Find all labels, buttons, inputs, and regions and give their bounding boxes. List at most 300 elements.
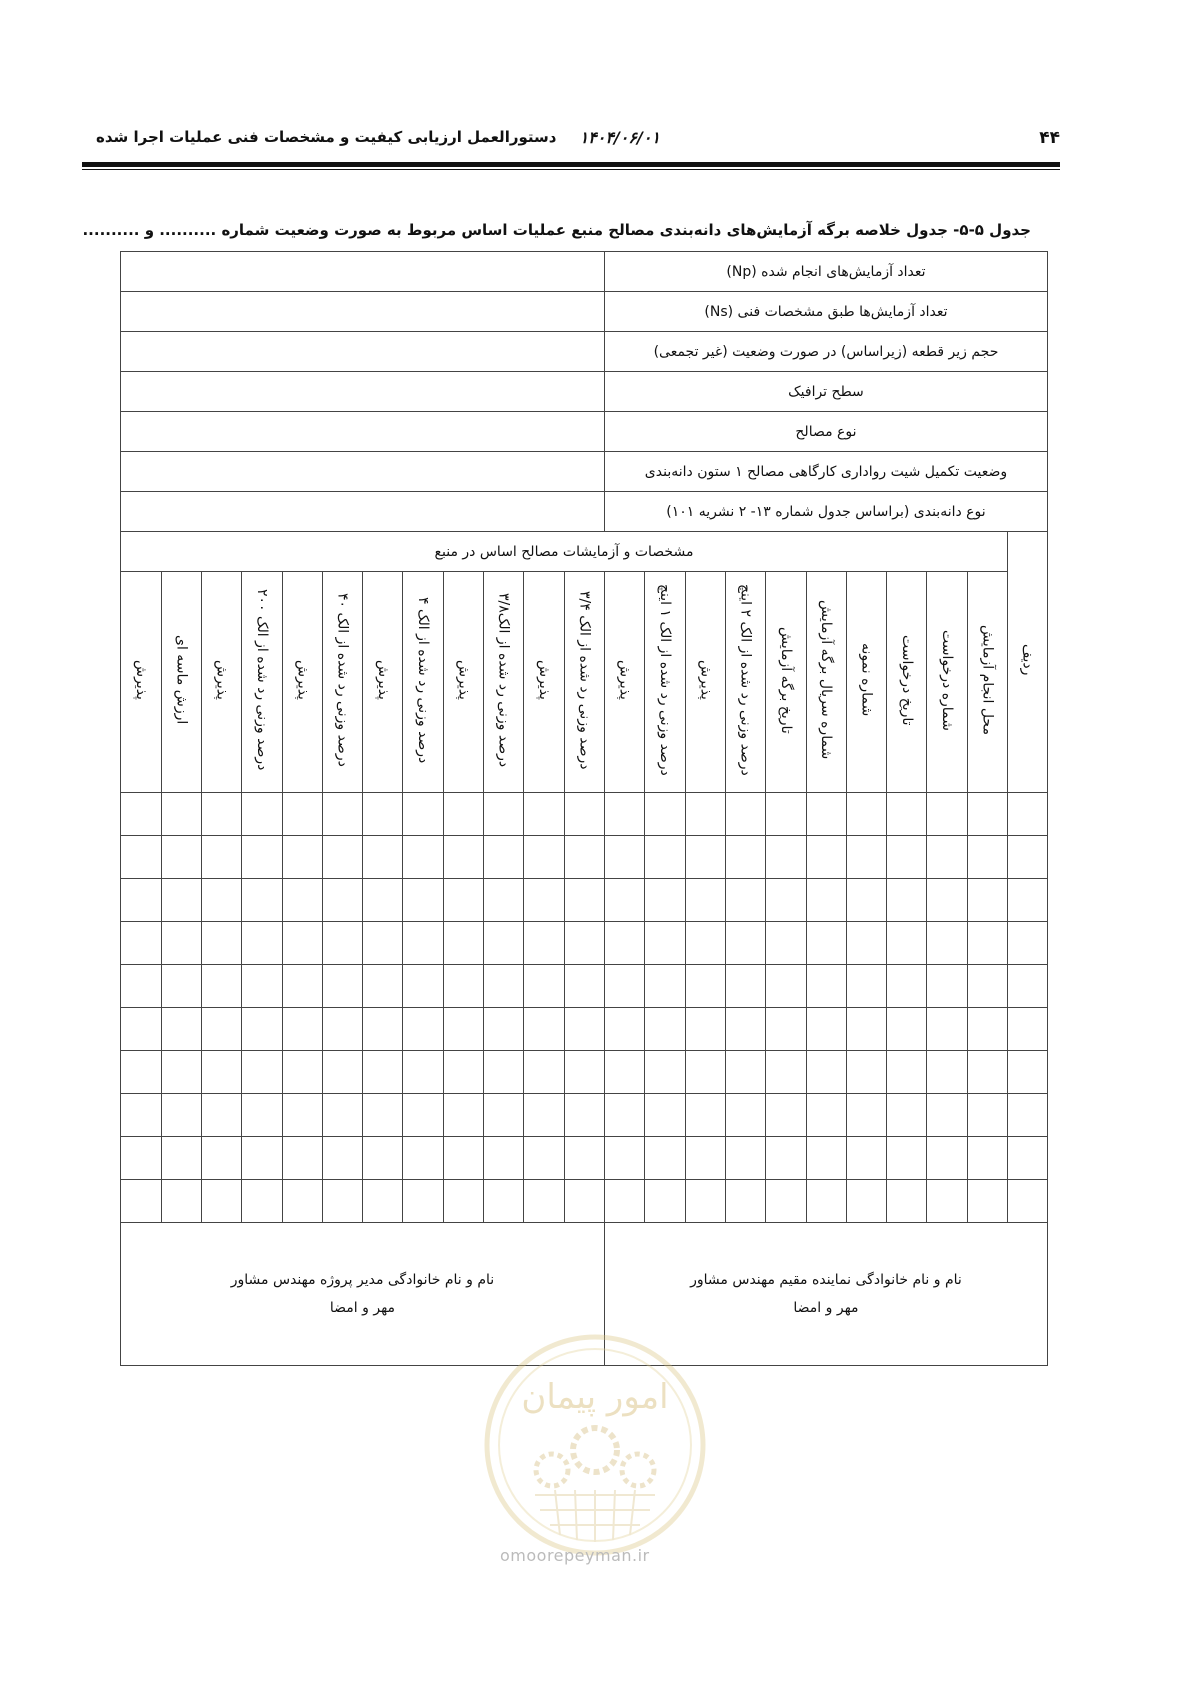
table-cell[interactable] xyxy=(121,1008,162,1051)
table-cell[interactable] xyxy=(564,922,604,965)
table-cell[interactable] xyxy=(846,1008,886,1051)
table-cell[interactable] xyxy=(484,879,524,922)
table-cell[interactable] xyxy=(564,1180,604,1223)
table-cell[interactable] xyxy=(524,879,564,922)
column-header xyxy=(242,572,282,793)
table-cell[interactable] xyxy=(887,922,927,965)
table-cell[interactable] xyxy=(725,879,765,922)
column-header-label: شماره درخواست xyxy=(939,629,956,731)
column-header-label: شماره سریال برگه آزمایش xyxy=(818,600,835,760)
table-cell[interactable] xyxy=(967,1094,1007,1137)
table-cell[interactable] xyxy=(282,879,322,922)
table-cell[interactable] xyxy=(685,836,725,879)
info-row-value[interactable] xyxy=(121,372,605,412)
header-rule-thick xyxy=(82,162,1060,167)
table-cell[interactable] xyxy=(967,1137,1007,1180)
table-row xyxy=(121,836,1048,879)
table-cell[interactable] xyxy=(564,879,604,922)
table-cell[interactable] xyxy=(242,1180,282,1223)
table-cell[interactable] xyxy=(766,1051,806,1094)
table-cell[interactable] xyxy=(604,965,644,1008)
table-cell[interactable] xyxy=(645,1051,685,1094)
table-cell[interactable] xyxy=(403,1180,443,1223)
table-cell[interactable] xyxy=(806,1180,846,1223)
table-cell[interactable] xyxy=(685,793,725,836)
info-row-label: سطح ترافیک xyxy=(604,372,1047,412)
table-cell[interactable] xyxy=(766,1137,806,1180)
table-cell[interactable] xyxy=(685,1137,725,1180)
table-cell[interactable] xyxy=(524,1180,564,1223)
table-cell[interactable] xyxy=(363,1137,403,1180)
table-cell[interactable] xyxy=(645,836,685,879)
table-cell[interactable] xyxy=(1008,836,1048,879)
column-header xyxy=(282,572,322,793)
table-cell[interactable] xyxy=(201,793,241,836)
table-cell[interactable] xyxy=(242,836,282,879)
table-cell[interactable] xyxy=(806,965,846,1008)
table-cell[interactable] xyxy=(806,1008,846,1051)
table-cell[interactable] xyxy=(645,1180,685,1223)
table-cell[interactable] xyxy=(967,965,1007,1008)
column-header-label: پذیرش xyxy=(374,660,391,700)
table-cell[interactable] xyxy=(887,836,927,879)
info-row xyxy=(121,332,1048,372)
column-header-label: پذیرش xyxy=(697,660,714,700)
page-header xyxy=(82,128,1060,150)
table-cell[interactable] xyxy=(725,965,765,1008)
table-cell[interactable] xyxy=(524,922,564,965)
info-row-label: تعداد آزمایش‌ها طبق مشخصات فنی (Ns) xyxy=(604,292,1047,332)
column-header xyxy=(766,572,806,793)
table-cell[interactable] xyxy=(604,879,644,922)
watermark-logo xyxy=(480,1330,710,1560)
table-cell[interactable] xyxy=(121,922,162,965)
table-cell[interactable] xyxy=(242,965,282,1008)
info-row xyxy=(121,252,1048,292)
table-cell[interactable] xyxy=(363,922,403,965)
table-cell[interactable] xyxy=(685,1094,725,1137)
row-number-header xyxy=(1008,532,1048,793)
table-cell[interactable] xyxy=(645,1008,685,1051)
table-cell[interactable] xyxy=(242,1051,282,1094)
table-cell[interactable] xyxy=(1008,1051,1048,1094)
table-cell[interactable] xyxy=(967,1051,1007,1094)
table-cell[interactable] xyxy=(363,879,403,922)
table-cell[interactable] xyxy=(604,1094,644,1137)
table-cell[interactable] xyxy=(121,1094,162,1137)
table-cell[interactable] xyxy=(161,836,201,879)
table-cell[interactable] xyxy=(484,836,524,879)
table-cell[interactable] xyxy=(403,922,443,965)
table-cell[interactable] xyxy=(242,1094,282,1137)
column-header xyxy=(846,572,886,793)
info-row-value[interactable] xyxy=(121,292,605,332)
table-cell[interactable] xyxy=(806,879,846,922)
table-cell[interactable] xyxy=(887,1137,927,1180)
table-cell[interactable] xyxy=(201,1094,241,1137)
table-cell[interactable] xyxy=(322,879,362,922)
table-cell[interactable] xyxy=(1008,1137,1048,1180)
table-cell[interactable] xyxy=(363,1094,403,1137)
table-cell[interactable] xyxy=(484,793,524,836)
table-cell[interactable] xyxy=(927,1180,967,1223)
table-cell[interactable] xyxy=(967,836,1007,879)
table-cell[interactable] xyxy=(685,1180,725,1223)
table-cell[interactable] xyxy=(604,836,644,879)
table-cell[interactable] xyxy=(564,1008,604,1051)
info-row-label: تعداد آزمایش‌های انجام شده (Np) xyxy=(604,252,1047,292)
table-cell[interactable] xyxy=(604,793,644,836)
table-cell[interactable] xyxy=(846,1180,886,1223)
table-cell[interactable] xyxy=(846,879,886,922)
column-header xyxy=(645,572,685,793)
table-cell[interactable] xyxy=(201,879,241,922)
table-cell[interactable] xyxy=(967,879,1007,922)
table-cell[interactable] xyxy=(121,879,162,922)
table-cell[interactable] xyxy=(363,836,403,879)
table-cell[interactable] xyxy=(806,1137,846,1180)
table-cell[interactable] xyxy=(645,1137,685,1180)
table-row xyxy=(121,1094,1048,1137)
table-cell[interactable] xyxy=(564,1137,604,1180)
table-cell[interactable] xyxy=(806,836,846,879)
table-cell[interactable] xyxy=(766,879,806,922)
column-header xyxy=(121,572,162,793)
table-cell[interactable] xyxy=(846,922,886,965)
table-cell[interactable] xyxy=(161,1094,201,1137)
table-cell[interactable] xyxy=(725,836,765,879)
resident-engineer-name-label: نام و نام خانوادگی نماینده مقیم مهندس مشاور xyxy=(690,1272,962,1288)
table-cell[interactable] xyxy=(443,793,483,836)
table-cell[interactable] xyxy=(887,1008,927,1051)
table-cell[interactable] xyxy=(766,1180,806,1223)
table-cell[interactable] xyxy=(403,965,443,1008)
column-header xyxy=(524,572,564,793)
table-cell[interactable] xyxy=(484,965,524,1008)
table-cell[interactable] xyxy=(846,965,886,1008)
table-cell[interactable] xyxy=(322,922,362,965)
table-cell[interactable] xyxy=(161,1051,201,1094)
table-cell[interactable] xyxy=(201,1051,241,1094)
table-cell[interactable] xyxy=(282,793,322,836)
table-cell[interactable] xyxy=(322,1008,362,1051)
table-cell[interactable] xyxy=(161,879,201,922)
table-cell[interactable] xyxy=(766,922,806,965)
table-cell[interactable] xyxy=(322,836,362,879)
info-row xyxy=(121,372,1048,412)
table-cell[interactable] xyxy=(121,836,162,879)
table-cell[interactable] xyxy=(927,965,967,1008)
table-row xyxy=(121,879,1048,922)
table-cell[interactable] xyxy=(363,1180,403,1223)
table-cell[interactable] xyxy=(564,836,604,879)
table-cell[interactable] xyxy=(524,965,564,1008)
table-cell[interactable] xyxy=(645,879,685,922)
info-row xyxy=(121,292,1048,332)
table-cell[interactable] xyxy=(806,1051,846,1094)
column-header-label: پذیرش xyxy=(455,660,472,700)
table-cell[interactable] xyxy=(967,1008,1007,1051)
table-cell[interactable] xyxy=(604,1051,644,1094)
table-cell[interactable] xyxy=(1008,922,1048,965)
info-row-label: وضعیت تکمیل شیت رواداری کارگاهی مصالح ۱ ستون دانه‌بندی xyxy=(604,452,1047,492)
table-cell[interactable] xyxy=(403,1051,443,1094)
table-cell[interactable] xyxy=(161,922,201,965)
table-cell[interactable] xyxy=(282,1137,322,1180)
table-cell[interactable] xyxy=(443,965,483,1008)
document-date: ۱۴۰۴/۰۶/۰۱ xyxy=(579,128,660,147)
table-cell[interactable] xyxy=(766,1094,806,1137)
table-cell[interactable] xyxy=(846,793,886,836)
table-cell[interactable] xyxy=(685,922,725,965)
table-cell[interactable] xyxy=(645,793,685,836)
table-cell[interactable] xyxy=(645,922,685,965)
info-row-value[interactable] xyxy=(121,332,605,372)
table-cell[interactable] xyxy=(201,1008,241,1051)
table-cell[interactable] xyxy=(242,922,282,965)
table-cell[interactable] xyxy=(524,1094,564,1137)
column-header-label: پذیرش xyxy=(616,660,633,700)
table-cell[interactable] xyxy=(725,1180,765,1223)
table-cell[interactable] xyxy=(725,1094,765,1137)
column-header-label: درصد وزنی رد شده از الک ۳/۴ xyxy=(576,590,593,770)
table-cell[interactable] xyxy=(242,1137,282,1180)
column-header xyxy=(403,572,443,793)
project-manager-name-label: نام و نام خانوادگی مدیر پروژه مهندس مشاور xyxy=(230,1272,495,1288)
info-row-label: حجم زیر قطعه (زیراساس) در صورت وضعیت (غیر تجمعی) xyxy=(604,332,1047,372)
table-cell[interactable] xyxy=(524,1051,564,1094)
table-cell[interactable] xyxy=(484,1180,524,1223)
table-cell[interactable] xyxy=(564,1094,604,1137)
table-cell[interactable] xyxy=(927,1094,967,1137)
table-cell[interactable] xyxy=(121,965,162,1008)
table-cell[interactable] xyxy=(927,836,967,879)
table-cell[interactable] xyxy=(282,836,322,879)
table-cell[interactable] xyxy=(604,1180,644,1223)
info-row-value[interactable] xyxy=(121,252,605,292)
column-header xyxy=(604,572,644,793)
table-cell[interactable] xyxy=(604,1137,644,1180)
table-cell[interactable] xyxy=(403,836,443,879)
table-cell[interactable] xyxy=(846,1137,886,1180)
table-cell[interactable] xyxy=(242,1008,282,1051)
table-cell[interactable] xyxy=(806,922,846,965)
table-cell[interactable] xyxy=(282,1180,322,1223)
column-header-label: درصد وزنی رد شده از الک۳/۸ xyxy=(495,592,512,768)
info-row-value[interactable] xyxy=(121,412,605,452)
table-cell[interactable] xyxy=(282,1094,322,1137)
table-cell[interactable] xyxy=(403,1094,443,1137)
table-cell[interactable] xyxy=(685,1051,725,1094)
table-cell[interactable] xyxy=(645,965,685,1008)
column-header xyxy=(161,572,201,793)
column-header-label: درصد وزنی رد شده از الک ۲ اینچ xyxy=(737,584,754,776)
table-cell[interactable] xyxy=(725,793,765,836)
column-header xyxy=(967,572,1007,793)
section-header-row xyxy=(121,532,1048,572)
table-cell[interactable] xyxy=(887,793,927,836)
table-cell[interactable] xyxy=(121,1180,162,1223)
table-cell[interactable] xyxy=(725,1051,765,1094)
table-cell[interactable] xyxy=(242,793,282,836)
table-cell[interactable] xyxy=(604,1008,644,1051)
table-cell[interactable] xyxy=(484,1094,524,1137)
table-cell[interactable] xyxy=(524,1008,564,1051)
table-cell[interactable] xyxy=(161,965,201,1008)
table-cell[interactable] xyxy=(201,836,241,879)
watermark-url: omoorepeyman.ir xyxy=(500,1546,650,1565)
table-cell[interactable] xyxy=(927,1137,967,1180)
table-cell[interactable] xyxy=(161,1180,201,1223)
table-cell[interactable] xyxy=(1008,1094,1048,1137)
table-cell[interactable] xyxy=(443,922,483,965)
table-cell[interactable] xyxy=(282,922,322,965)
column-header-label: ارزش ماسه ای xyxy=(173,635,190,725)
table-cell[interactable] xyxy=(363,793,403,836)
table-cell[interactable] xyxy=(443,879,483,922)
table-cell[interactable] xyxy=(484,1008,524,1051)
table-cell[interactable] xyxy=(725,1137,765,1180)
table-cell[interactable] xyxy=(604,922,644,965)
table-cell[interactable] xyxy=(403,879,443,922)
table-cell[interactable] xyxy=(927,1008,967,1051)
table-cell[interactable] xyxy=(1008,793,1048,836)
table-cell[interactable] xyxy=(201,1180,241,1223)
table-cell[interactable] xyxy=(201,922,241,965)
table-cell[interactable] xyxy=(927,922,967,965)
table-cell[interactable] xyxy=(403,793,443,836)
table-cell[interactable] xyxy=(322,1051,362,1094)
table-cell[interactable] xyxy=(161,793,201,836)
table-cell[interactable] xyxy=(887,1094,927,1137)
table-cell[interactable] xyxy=(443,1094,483,1137)
column-header-label: پذیرش xyxy=(213,660,230,700)
table-cell[interactable] xyxy=(242,879,282,922)
table-cell[interactable] xyxy=(322,965,362,1008)
document-title: دستورالعمل ارزیابی کیفیت و مشخصات فنی عملیات اجرا شده xyxy=(96,128,557,146)
table-cell[interactable] xyxy=(363,1051,403,1094)
table-cell[interactable] xyxy=(967,1180,1007,1223)
project-manager-seal-label: مهر و امضا xyxy=(329,1300,396,1316)
table-cell[interactable] xyxy=(322,1137,362,1180)
table-cell[interactable] xyxy=(806,1094,846,1137)
table-cell[interactable] xyxy=(161,1137,201,1180)
column-header xyxy=(201,572,241,793)
table-cell[interactable] xyxy=(443,1137,483,1180)
table-cell[interactable] xyxy=(564,965,604,1008)
column-header xyxy=(725,572,765,793)
table-cell[interactable] xyxy=(484,1137,524,1180)
table-cell[interactable] xyxy=(766,793,806,836)
info-row-label: نوع مصالح xyxy=(604,412,1047,452)
table-cell[interactable] xyxy=(806,793,846,836)
column-header-label: درصد وزنی رد شده از الک ۴۰ xyxy=(334,593,351,767)
table-cell[interactable] xyxy=(201,1137,241,1180)
table-cell[interactable] xyxy=(846,1094,886,1137)
table-cell[interactable] xyxy=(363,965,403,1008)
table-cell[interactable] xyxy=(443,1008,483,1051)
table-cell[interactable] xyxy=(887,965,927,1008)
column-header-label: درصد وزنی رد شده از الک ۴ xyxy=(415,596,432,764)
table-cell[interactable] xyxy=(1008,1008,1048,1051)
table-cell[interactable] xyxy=(564,1051,604,1094)
column-header xyxy=(564,572,604,793)
table-cell[interactable] xyxy=(927,1051,967,1094)
table-cell[interactable] xyxy=(484,922,524,965)
table-cell[interactable] xyxy=(403,1008,443,1051)
table-row xyxy=(121,1051,1048,1094)
table-cell[interactable] xyxy=(121,1137,162,1180)
table-cell[interactable] xyxy=(887,879,927,922)
table-cell[interactable] xyxy=(282,965,322,1008)
table-cell[interactable] xyxy=(524,793,564,836)
table-cell[interactable] xyxy=(887,1051,927,1094)
section-header: مشخصات و آزمایشات مصالح اساس در منبع xyxy=(121,532,1008,572)
table-cell[interactable] xyxy=(403,1137,443,1180)
table-cell[interactable] xyxy=(322,793,362,836)
table-cell[interactable] xyxy=(645,1094,685,1137)
table-cell[interactable] xyxy=(846,836,886,879)
table-cell[interactable] xyxy=(443,1180,483,1223)
column-header-label: پذیرش xyxy=(536,660,553,700)
column-header xyxy=(927,572,967,793)
table-cell[interactable] xyxy=(1008,965,1048,1008)
table-cell[interactable] xyxy=(766,1008,806,1051)
table-caption: جدول ۵-۵- جدول خلاصه برگه آزمایش‌های دانه‌بندی مصالح منبع عملیات اساس مربوط به صورت وضعیت شماره .......... و .......... xyxy=(82,221,1031,239)
table-cell[interactable] xyxy=(121,793,162,836)
table-cell[interactable] xyxy=(766,965,806,1008)
table-cell[interactable] xyxy=(685,879,725,922)
table-cell[interactable] xyxy=(322,1180,362,1223)
column-header xyxy=(685,572,725,793)
table-cell[interactable] xyxy=(201,965,241,1008)
table-cell[interactable] xyxy=(685,1008,725,1051)
info-row-value[interactable] xyxy=(121,452,605,492)
table-cell[interactable] xyxy=(524,1137,564,1180)
table-cell[interactable] xyxy=(725,922,765,965)
table-cell[interactable] xyxy=(564,793,604,836)
table-cell[interactable] xyxy=(766,836,806,879)
table-cell[interactable] xyxy=(282,1051,322,1094)
table-cell[interactable] xyxy=(927,879,967,922)
table-cell[interactable] xyxy=(322,1094,362,1137)
column-header-label: محل انجام آزمایش xyxy=(979,625,996,735)
table-cell[interactable] xyxy=(524,836,564,879)
table-cell[interactable] xyxy=(1008,1180,1048,1223)
column-header-label: پذیرش xyxy=(294,660,311,700)
table-cell[interactable] xyxy=(967,793,1007,836)
table-cell[interactable] xyxy=(443,1051,483,1094)
table-cell[interactable] xyxy=(121,1051,162,1094)
table-cell[interactable] xyxy=(1008,879,1048,922)
table-cell[interactable] xyxy=(161,1008,201,1051)
table-cell[interactable] xyxy=(282,1008,322,1051)
table-cell[interactable] xyxy=(927,793,967,836)
table-cell[interactable] xyxy=(887,1180,927,1223)
info-row-value[interactable] xyxy=(121,492,605,532)
column-header-row xyxy=(121,572,1048,793)
table-cell[interactable] xyxy=(685,965,725,1008)
table-cell[interactable] xyxy=(967,922,1007,965)
table-cell[interactable] xyxy=(484,1051,524,1094)
column-header xyxy=(363,572,403,793)
table-cell[interactable] xyxy=(363,1008,403,1051)
table-cell[interactable] xyxy=(725,1008,765,1051)
table-cell[interactable] xyxy=(846,1051,886,1094)
info-row xyxy=(121,412,1048,452)
page-number: ۴۴ xyxy=(1039,128,1060,148)
table-cell[interactable] xyxy=(443,836,483,879)
